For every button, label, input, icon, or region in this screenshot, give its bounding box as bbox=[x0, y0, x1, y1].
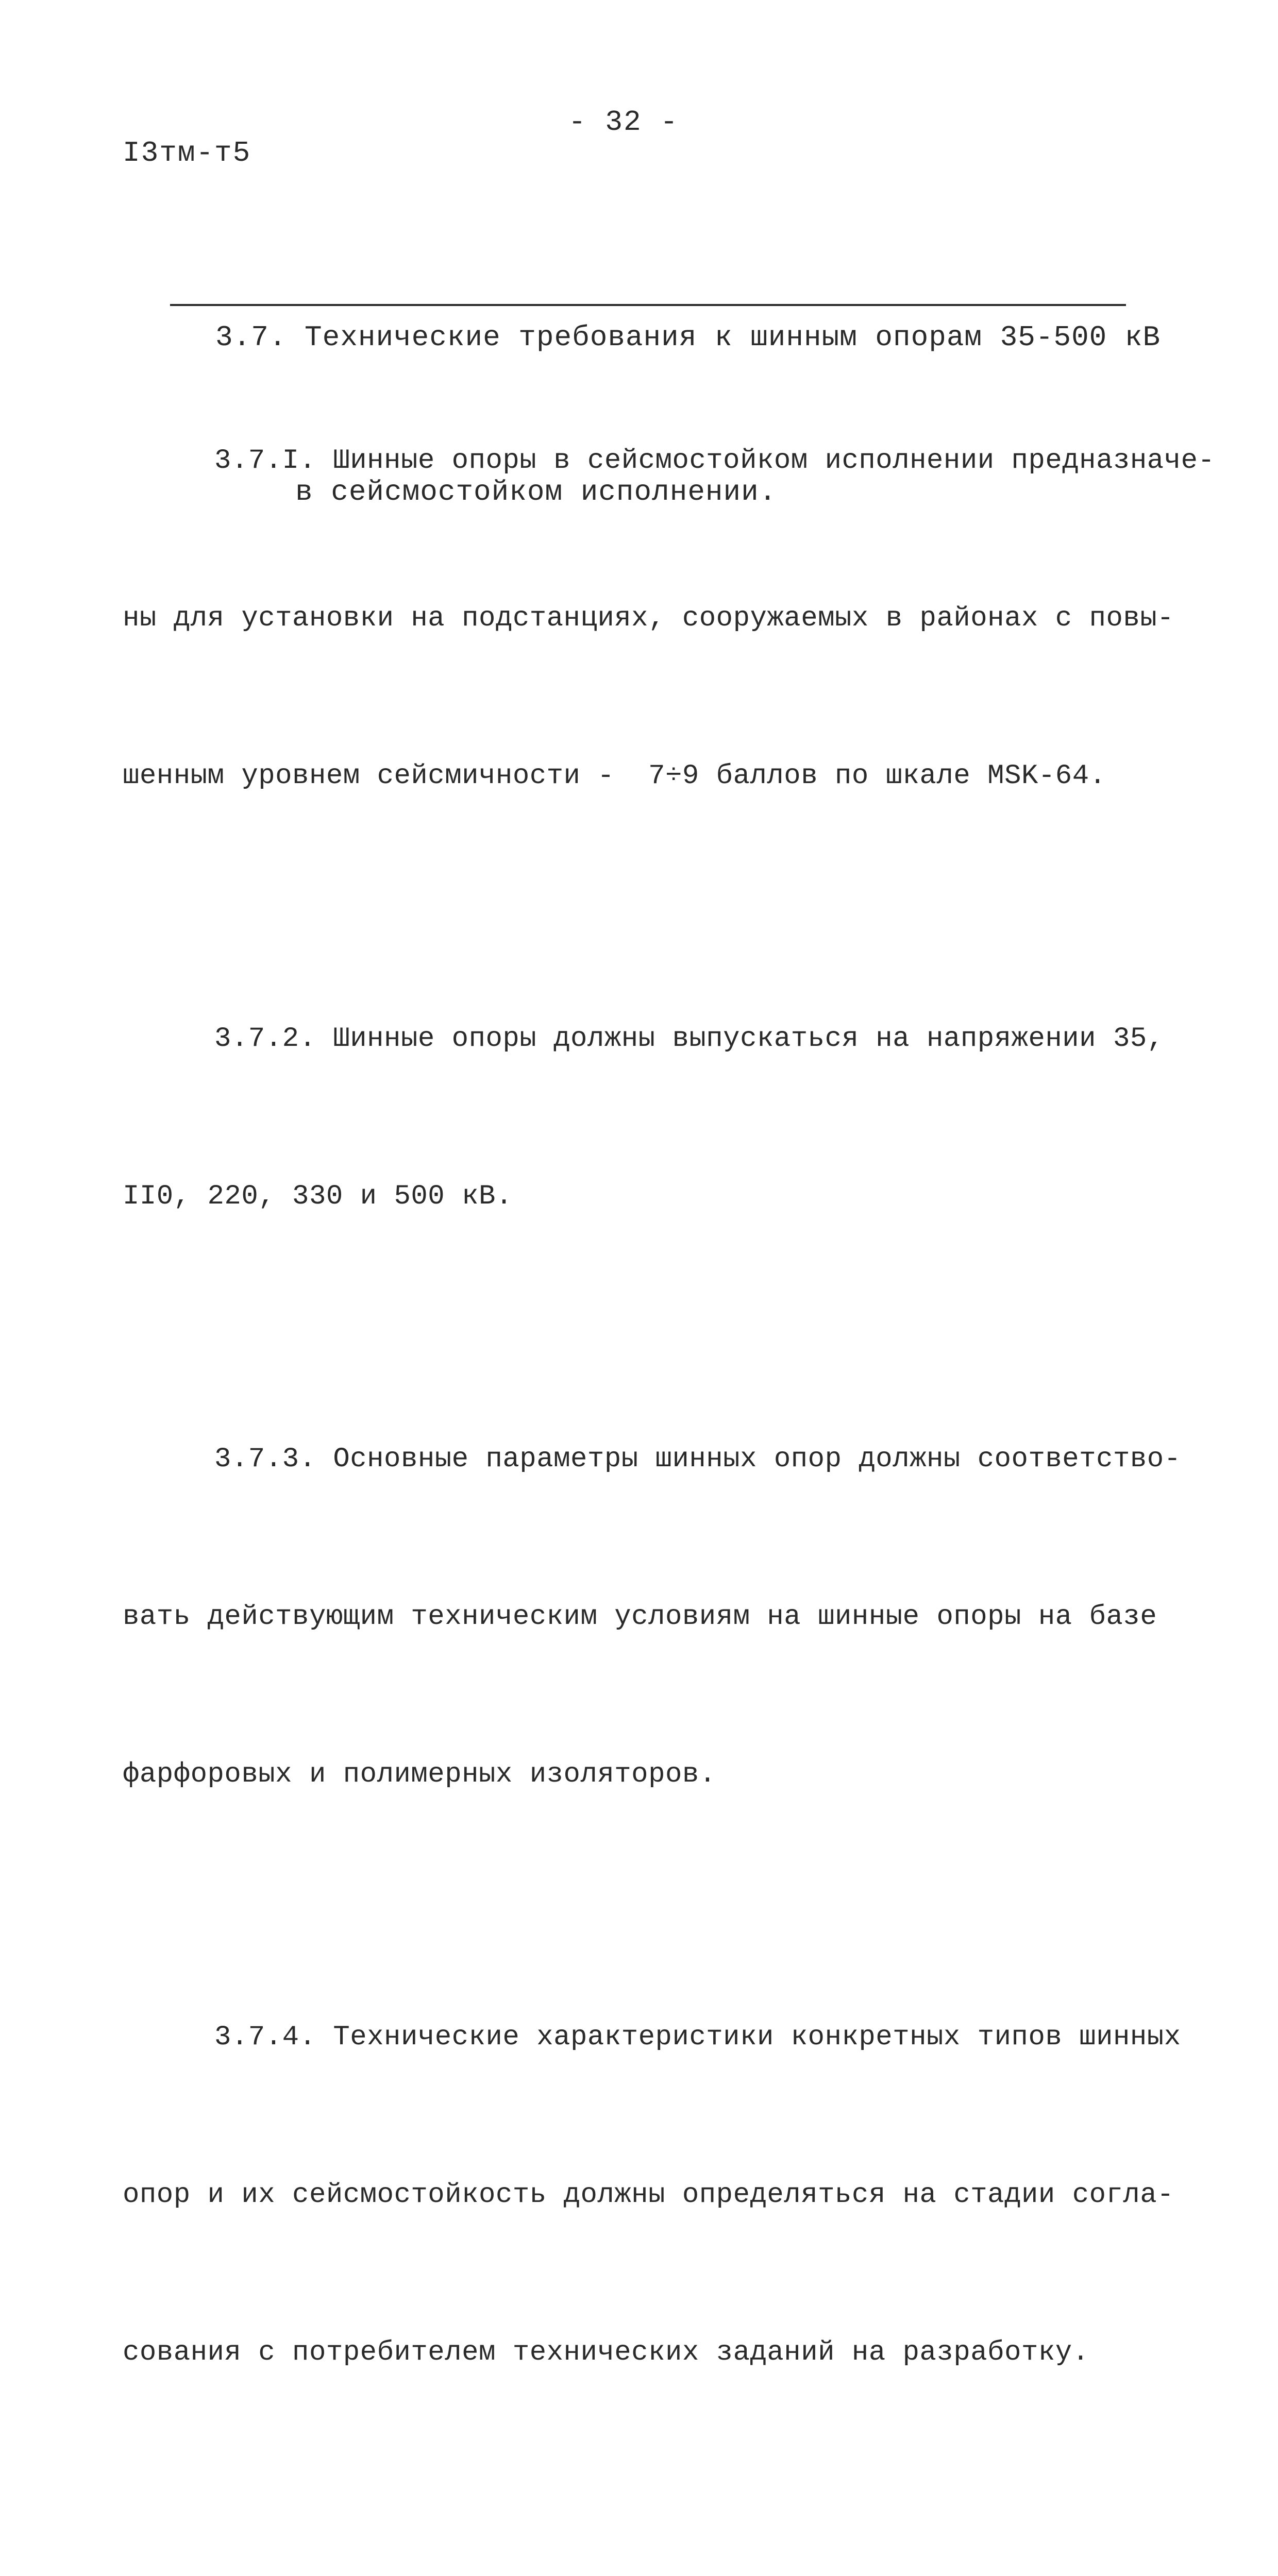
text-line: ны для установки на подстанциях, сооружаемых в районах с повы- bbox=[123, 603, 1174, 634]
text-line: шенным уровнем сейсмичности - 7÷9 баллов по шкале MSK-64. bbox=[123, 760, 1106, 792]
paragraph-3-7-4 bbox=[123, 1906, 1181, 2484]
page-number: - 32 - bbox=[568, 106, 679, 139]
paragraph-3-7-1 bbox=[123, 330, 1215, 908]
section-title-line-2: в сейсмостойком исполнении. bbox=[295, 476, 777, 509]
text-line: 3.7.2. Шинные опоры должны выпускаться на напряжении 35, bbox=[214, 1023, 1164, 1055]
text-line: 3.7.I. Шинные опоры в сейсмостойком исполнении предназначе- bbox=[214, 445, 1215, 477]
paragraph-3-7-2 bbox=[123, 908, 1174, 1328]
paragraph-3-7-5 bbox=[123, 2484, 1174, 2576]
document-code: I3тм-т5 bbox=[123, 137, 251, 170]
text-line: опор и их сейсмостойкость должны определяться на стадии согла- bbox=[123, 2179, 1174, 2211]
text-line: II0, 220, 330 и 500 кВ. bbox=[123, 1181, 513, 1212]
text-line: вать действующим техническим условиям на шинные опоры на базе bbox=[123, 1601, 1157, 1633]
title-underline bbox=[170, 304, 1126, 306]
text-line: 3.7.3. Основные параметры шинных опор должны соответство- bbox=[214, 1444, 1181, 1475]
text-line: фарфоровых и полимерных изоляторов. bbox=[123, 1759, 716, 1790]
text-line: 3.7.4. Технические характеристики конкретных типов шинных bbox=[214, 2022, 1181, 2053]
paragraph-3-7-3 bbox=[123, 1328, 1181, 1906]
section-title-line-1: 3.7. Технические требования к шинным опорам 35-500 кВ bbox=[215, 321, 1161, 354]
document-body bbox=[123, 330, 1215, 2576]
text-line: сования с потребителем технических заданий на разработку. bbox=[123, 2337, 1089, 2368]
